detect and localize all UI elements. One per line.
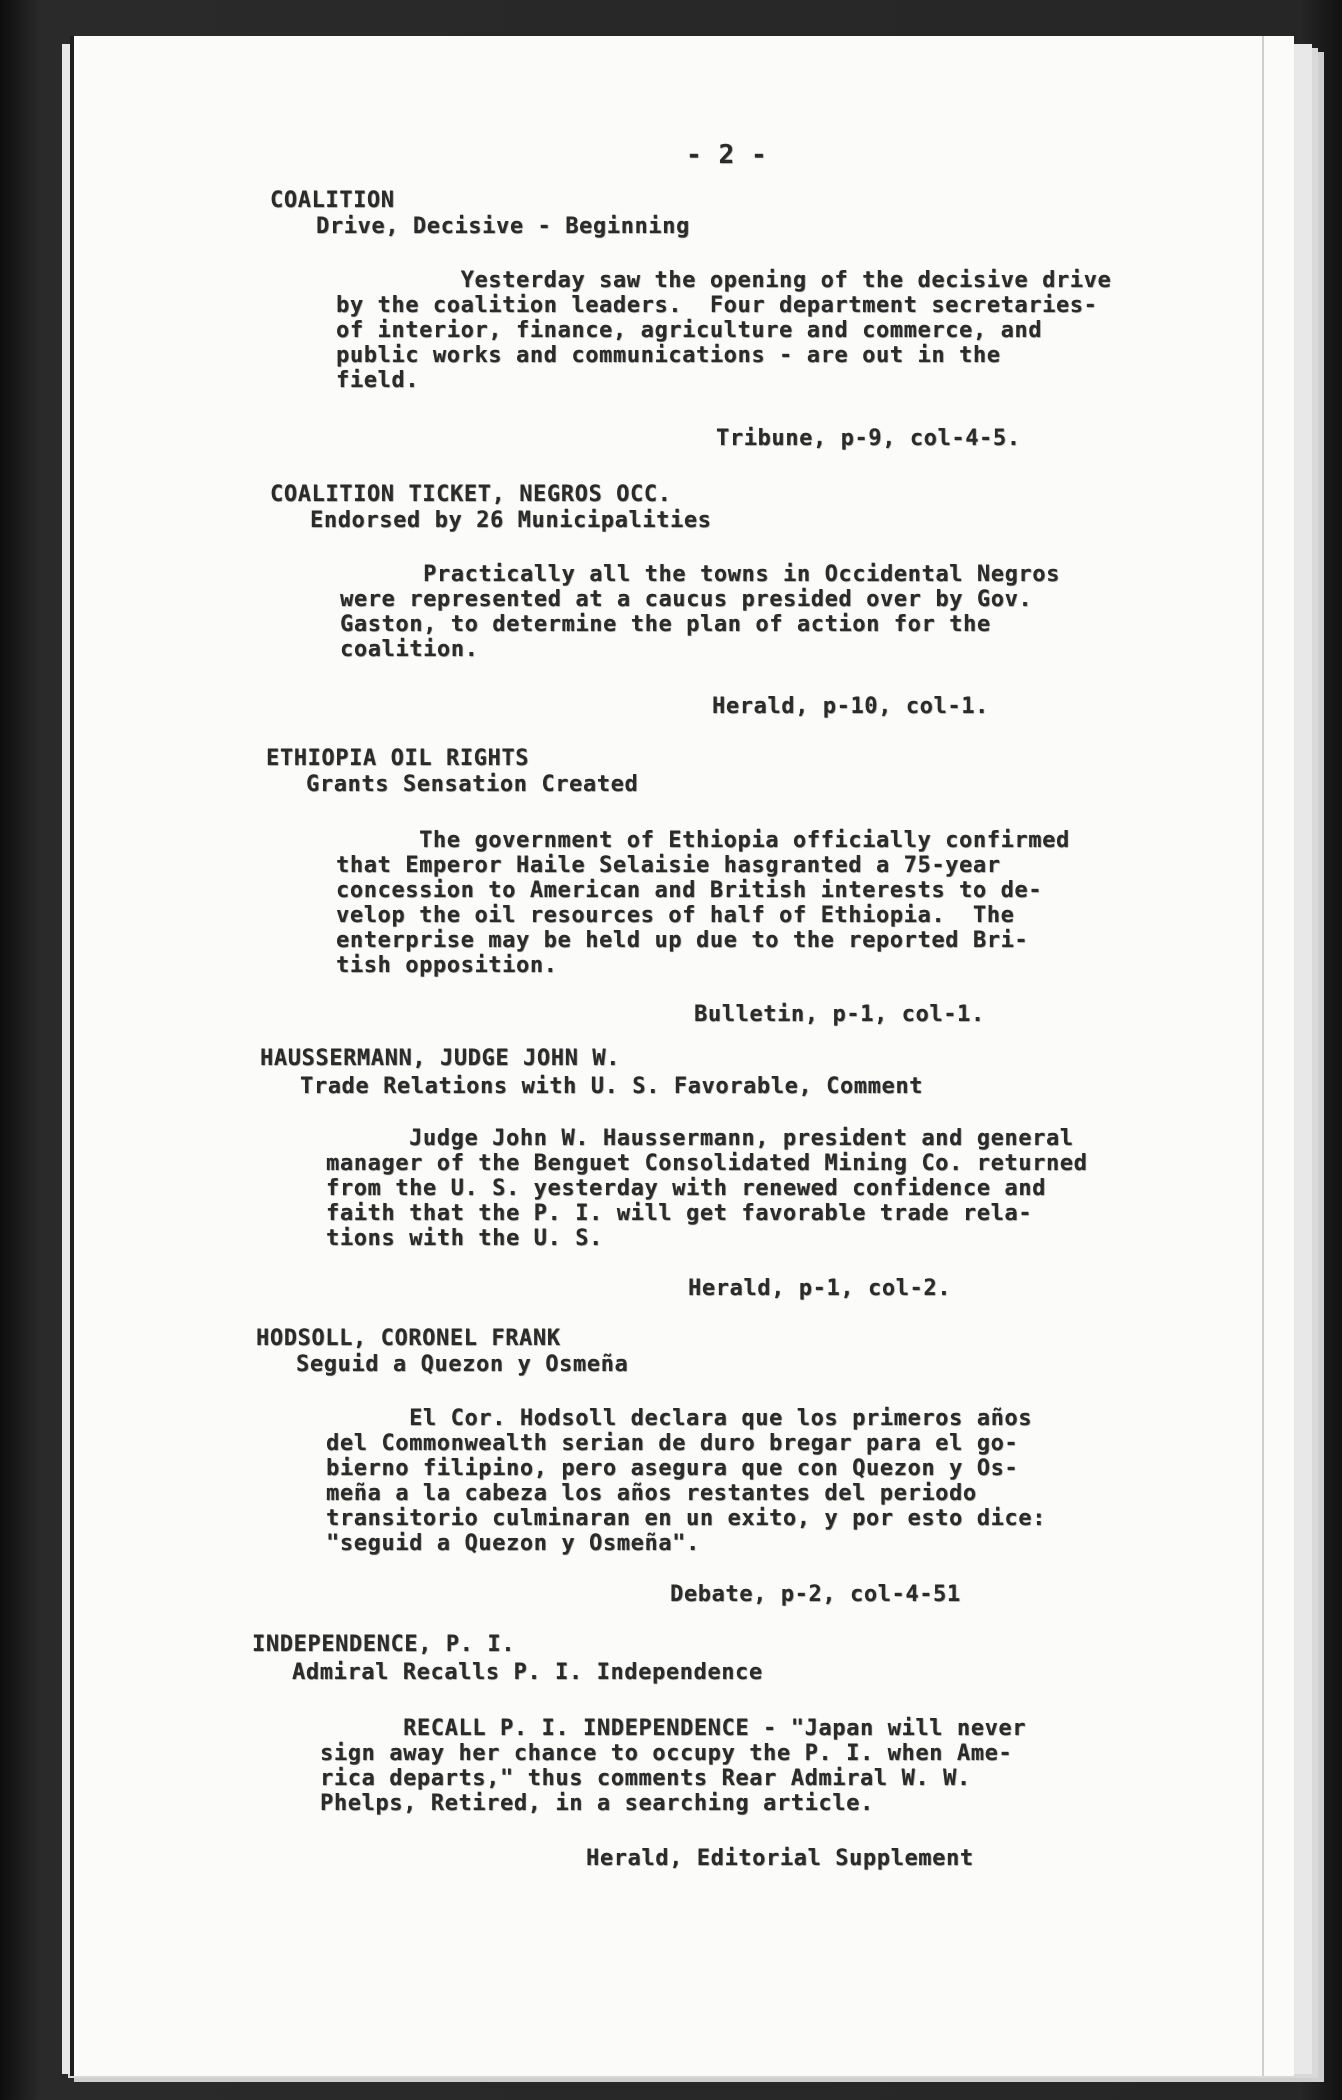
entry-heading: HAUSSERMANN, JUDGE JOHN W.	[260, 1046, 620, 1071]
page	[70, 36, 1294, 2076]
entry-source: Bulletin, p-1, col-1.	[694, 1002, 985, 1027]
entry-heading: ETHIOPIA OIL RIGHTS	[266, 746, 530, 771]
entry-heading: HODSOLL, CORONEL FRANK	[256, 1326, 561, 1351]
entry-source: Herald, p-1, col-2.	[688, 1276, 952, 1301]
entry-body: Practically all the towns in Occidental Negros were represented at a caucus presided over by Gov. Gaston, to determine the plan of action for the coalition.	[340, 562, 1060, 662]
entry-heading: COALITION	[270, 188, 395, 213]
entry-source: Tribune, p-9, col-4-5.	[716, 426, 1021, 451]
entry-subheading: Drive, Decisive - Beginning	[316, 214, 690, 239]
entry-body: El Cor. Hodsoll declara que los primeros años del Commonwealth serian de duro bregar para el go- bierno filipino, pero asegura que con Quezon y Os- meña a la cabeza los años restantes del periodo transitorio culminaran en un exito, y por esto dice: "seguid a Quezon y Osmeña".	[326, 1406, 1046, 1556]
entry-subheading: Endorsed by 26 Municipalities	[310, 508, 712, 533]
entry-body: The government of Ethiopia officially confirmed that Emperor Haile Selaisie hasgranted a 75-year concession to American and British interests to de- velop the oil resources of half of Ethiopia. The enterprise may be held up due to the reported Bri- tish opposition.	[336, 828, 1070, 978]
entry-heading: INDEPENDENCE, P. I.	[252, 1632, 516, 1657]
entry-body: RECALL P. I. INDEPENDENCE - "Japan will never sign away her chance to occupy the P. I. when Ame- rica departs," thus comments Rear Admiral W. W. Phelps, Retired, in a searching article.	[320, 1716, 1027, 1816]
entry-subheading: Seguid a Quezon y Osmeña	[296, 1352, 629, 1377]
entry-subheading: Admiral Recalls P. I. Independence	[292, 1660, 763, 1685]
entry-subheading: Trade Relations with U. S. Favorable, Comment	[300, 1074, 924, 1099]
entry-subheading: Grants Sensation Created	[306, 772, 639, 797]
entry-source: Herald, Editorial Supplement	[586, 1846, 974, 1871]
entry-heading: COALITION TICKET, NEGROS OCC.	[270, 482, 672, 507]
entry-body: Judge John W. Haussermann, president and general manager of the Benguet Consolidated Mining Co. returned from the U. S. yesterday with renewed confidence and faith that the P. I. will get favorable trade rela- tions with the U. S.	[326, 1126, 1088, 1251]
entry-body: Yesterday saw the opening of the decisive drive by the coalition leaders. Four department secretaries- of interior, finance, agriculture and commerce, and public works and communications - are out in the field.	[336, 268, 1112, 393]
page-number: - 2 -	[686, 140, 768, 170]
entry-source: Herald, p-10, col-1.	[712, 694, 989, 719]
entry-source: Debate, p-2, col-4-51	[670, 1582, 961, 1607]
typed-sheet	[74, 36, 1294, 2076]
